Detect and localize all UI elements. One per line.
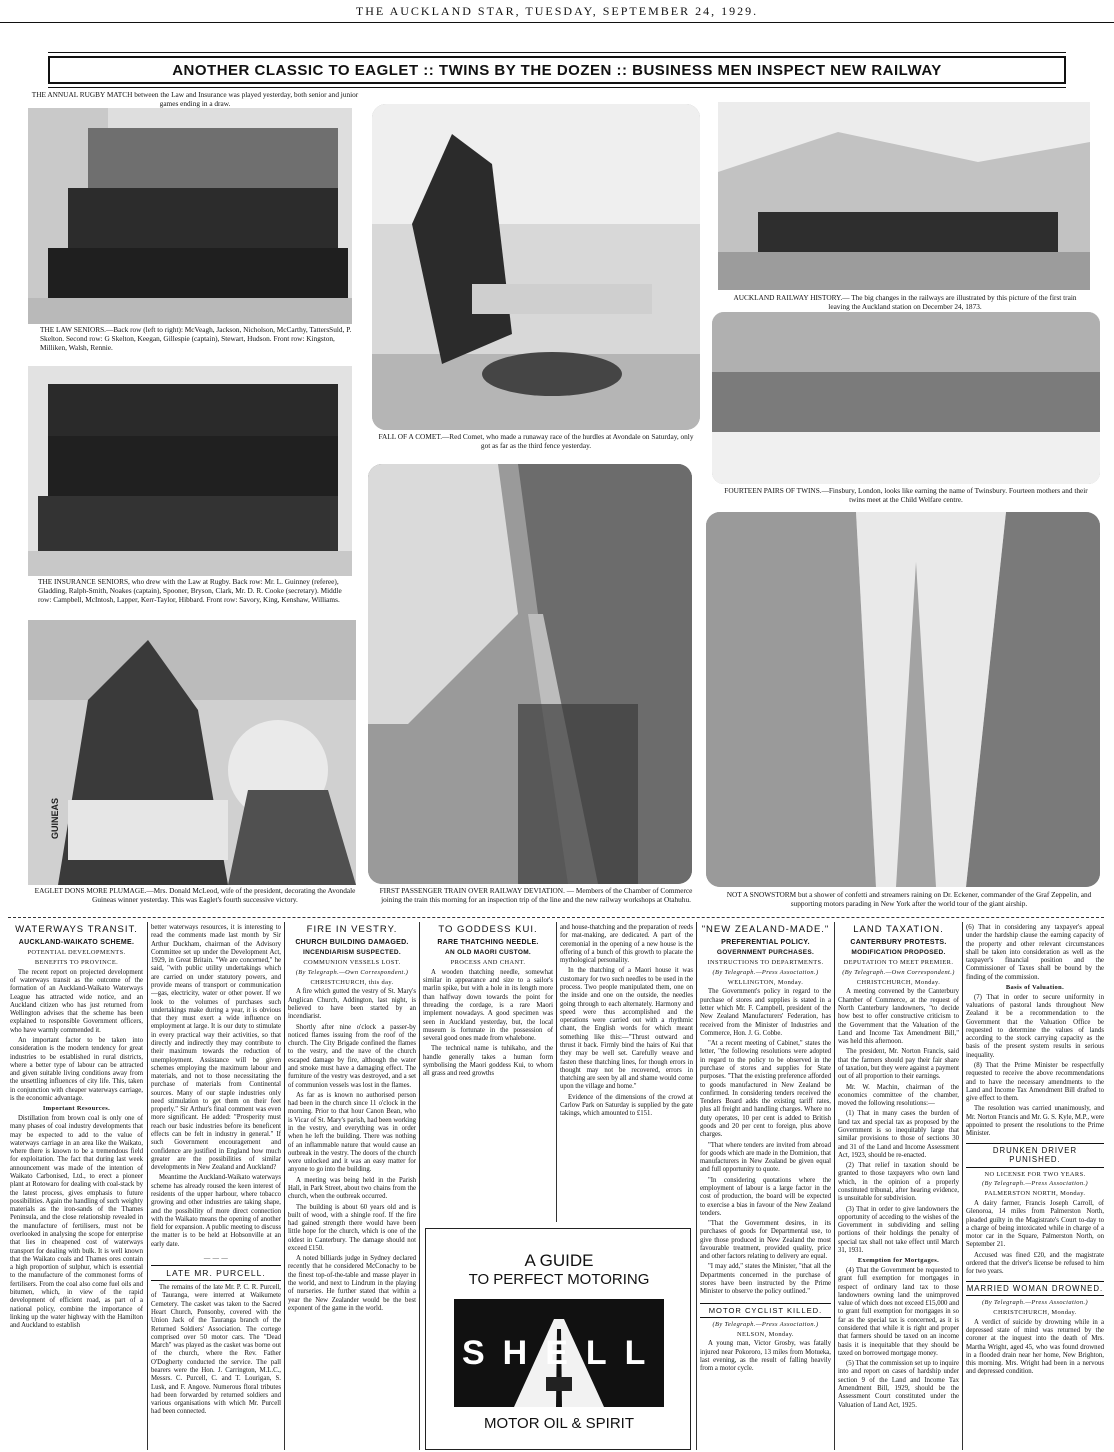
law-seniors-photo — [28, 108, 352, 324]
shell-logo-block — [454, 1299, 664, 1407]
waterways-article — [10, 924, 143, 1450]
column-rule-3 — [419, 922, 420, 1450]
vestry-para-3: As far as is known no authorised person had been in the church since 11 o'clock in the morning. Prior to that hour Canon Bean, who is Vicar of St. Mary's parish, had been working in the vestry, and everything was in order when he left the building. There was nothing of an inflammable nature that would cause an outbreak in the vestry. The doors of the church were unlocked and it was an easy matter for anyone to go into the building. — [288, 1091, 416, 1174]
purcell-title: LATE MR. PURCELL. — [151, 1265, 281, 1281]
land-para-4: (1) That in many cases the burden of land tax and special tax as proposed by the Government is so inequitably large that similar provisions to those of sections 30 and 31 of the Land and Income Assessment Act, 1923, should be re-enacted. — [838, 1110, 959, 1159]
kui-para-2: The technical name is tuhikaho, and the handle generally takes a human form symbolising the Maori goddess Kui, to whom all grass and reed growths — [423, 1045, 553, 1078]
motorcyclist-dateline: NELSON, Monday. — [737, 1330, 794, 1338]
vestry-subhead-1: CHURCH BUILDING DAMAGED. — [295, 938, 409, 946]
nzmade-para-4: "In considering quotations where the employment of labour is a large factor in the cost of production, the board will be expected to exercise a bias in favour of the New Zealand tenders. — [700, 1176, 831, 1217]
vestry-subhead-3: COMMUNION VESSELS LOST. — [303, 959, 401, 967]
land-para-7: (4) That the Government be requested to grant full exemption for mortgages in respect of ordinary land tax to those landowners owning land the unimproved value of which does not exceed £15,000 and to grant full exemption for mortgages in so far as the special tax is concerned, as it is considered that while it is right and proper that farmers should be taxed on an income basis it is inequitable that they should be taxed on borrowed mortgage money. — [838, 1267, 959, 1357]
land-cont-para-3: (8) That the Prime Minister be respectfully requested to receive the above recommendations and to have the necessary amendments to the Land and Income Tax Amendment Bill drafted to give effect to them. — [966, 1062, 1104, 1103]
masthead: THE AUCKLAND STAR, TUESDAY, SEPTEMBER 24, 1929. — [355, 4, 759, 18]
column-rule-2 — [284, 922, 285, 1450]
motorcyclist-telegraph: (By Telegraph.—Press Association.) — [712, 1320, 819, 1328]
masthead-rule — [0, 22, 1114, 23]
vestry-para-1: A fire which gutted the vestry of St. Mary's Anglican Church, Addington, last night, is believed to have been started by an incendiarist. — [288, 988, 416, 1021]
waterways-subhead-1: AUCKLAND-WAIKATO SCHEME. — [18, 938, 135, 946]
column-rule-4 — [556, 922, 557, 1222]
drunken-subhead: NO LICENSE FOR TWO YEARS. — [984, 1170, 1086, 1178]
land-para-1: A meeting convened by the Canterbury Chamber of Commerce, at the request of North Canterbury landowners, "to decide how best to offer constructive criticism to the Government that the Valuation of the Land and Income Tax Amendment Bill," was held this afternoon. — [838, 988, 959, 1046]
kui-cont-para-2: In the thatching of a Maori house it was customary for two such needles to be used in the process. Two people manipulated them, one on the inside and one on the outside, the needles going through to each alternately. Harmony and speed were thus accomplished and the operations were carried out with a rhythmic chant, the English words for which meant something like this:—"Thrust outward and thrust it back. Firmly bind the hairs of Kui that they may be well set. Carefully weave and fasten these thatching lines, for though errors in thought may not be recovered, errors in thatching are seen by all and shame would come upon the village and home." — [560, 967, 693, 1091]
twins-photo — [712, 312, 1100, 484]
nzmade-title: "NEW ZEALAND-MADE." — [701, 924, 830, 935]
nzmade-para-6: "I may add," states the Minister, "that all the Departments concerned in the purchase of stores have been instructed by the Prime Minister to observe the policy outlined." — [700, 1263, 831, 1296]
eaglet-rug-label: GUINEAS — [50, 798, 60, 840]
nzmade-subhead-1: PREFERENTIAL POLICY. — [721, 938, 810, 946]
advert-line-3: MOTOR OIL & SPIRIT — [483, 1415, 635, 1432]
vestry-para-4: A meeting was being held in the Parish Hall, in Park Street, about two chains from the church, when the outbreak occurred. — [288, 1176, 416, 1201]
land-para-5: (2) That relief in taxation should be granted to those taxpayers who own land which, in the opinion of a properly constituted tribunal, after hearing evidence, is unsuitable for subdivision. — [838, 1162, 959, 1203]
land-subhead-4: Exemption for Mortgages. — [857, 1257, 940, 1265]
advert-line-1: A GUIDE — [524, 1251, 594, 1270]
comet-photo — [372, 104, 700, 430]
first-train-photo — [368, 464, 692, 884]
kui-cont-para-1: and house-thatching and the preparation of reeds for mat-making, are dedicated. A part of the ceremonial in the opening of a new house is the offering of a bunch of this growth to placate the mythological personality. — [560, 924, 693, 965]
drowned-para-1: A verdict of suicide by drowning while in a depressed state of mind was returned by the coroner at the inquest into the death of Mrs. Martha Wright, aged 45, who was found drowned in a flooded drain near her home, New Brighton, this morning. Mrs. Wright had been in a nervous and depressed condition. — [966, 1318, 1104, 1376]
vestry-dateline: CHRISTCHURCH, this day. — [310, 978, 394, 986]
land-dateline: CHRISTCHURCH, Monday. — [856, 978, 941, 986]
motorcyclist-para-1: A young man, Victor Grosby, was fatally injured near Pokororo, 13 miles from Motueka, last evening, as the result of falling heavily from a motor cycle. — [700, 1340, 831, 1373]
column-rule-5 — [696, 922, 697, 1450]
land-para-6: (3) That in order to give landowners the opportunity of acceding to the wishes of the Government in subdividing and selling portions of their holdings the penalty of special tax shall not take effect until March 31, 1931. — [838, 1205, 959, 1254]
shell-brand: SHELL — [462, 1333, 664, 1372]
nzmade-para-3: "That where tenders are invited from abroad for goods which are made in the Dominion, that manufacturers in New Zealand be given equal and full opportunity to quote. — [700, 1141, 831, 1174]
waterways-subhead-2: POTENTIAL DEVELOPMENTS. — [27, 949, 126, 957]
kui-subhead-3: PROCESS AND CHANT. — [450, 959, 526, 967]
kui-title: TO GODDESS KUI. — [438, 924, 538, 935]
shell-advert — [425, 1228, 691, 1450]
land-subhead-1: CANTERBURY PROTESTS. — [850, 938, 947, 946]
nzmade-article — [700, 924, 831, 1450]
land-para-2: The president, Mr. Norton Francis, said that the farmers should pay their fair share of taxation, but they were against a payment out of all proportion to their earnings. — [838, 1048, 959, 1081]
land-cont-subhead: Basis of Valuation. — [1005, 983, 1065, 991]
land-cont-para-4: The resolution was carried unanimously, and Mr. Norton Francis and Mr. G. S. Kyle, M.P., were appointed to present the resolutions to the Prime Minister. — [966, 1105, 1104, 1138]
drunken-telegraph: (By Telegraph.—Press Association.) — [981, 1180, 1089, 1188]
kui-article — [423, 924, 553, 1224]
land-article — [838, 924, 959, 1450]
kui-subhead-2: AN OLD MAORI CUSTOM. — [444, 949, 532, 957]
land-subhead-2: MODIFICATION PROPOSED. — [851, 949, 946, 957]
vestry-telegraph: (By Telegraph.—Own Correspondent.) — [295, 968, 409, 976]
kui-continued — [560, 924, 693, 1224]
right-column — [966, 924, 1104, 1450]
vestry-subhead-2: INCENDIARISM SUSPECTED. — [303, 949, 401, 957]
nzmade-dateline: WELLINGTON, Monday. — [727, 978, 804, 986]
vestry-title: FIRE IN VESTRY. — [306, 924, 398, 935]
drowned-telegraph: (By Telegraph.—Press Association.) — [981, 1299, 1089, 1307]
waterways-para-3: Distillation from brown coal is only one of many phases of coal industry developments that may be expected to add to the value of waterways carriage in an area like the Waikato, where there is known to be a tremendous field for exploitation. The fact that during last week announcement was made of the intention of Waikato Carbonised, Ltd., to erect a pioneer plant at Rotowaro for dealing with coal-stack by the latest process, gives emphasis to future possibilities. Again the handling of such weighty materials as the iron-sands of the Thames Peninsula, and the close relationship revealed in the manufacture of fertilisers, must not be overlooked in analysing the scope for enterprise that lies in cheapened cost of waterways transport for dealing with bulk. It is well known that the Waikato coals and Thames ores contain a high proportion of sulphur, which is essential to the manufacture of the commonest forms of fertilisers. From the coal also come fuel oils and bitumen, which, in view of the rapid development of efficient road, as part of a national policy, combine the importance of linking up the water highway with the Hamilton and Auckland to establish — [10, 1115, 143, 1330]
drowned-title: MARRIED WOMAN DROWNED. — [966, 1281, 1104, 1297]
twins-caption: FOURTEEN PAIRS OF TWINS.—Finsbury, London, looks like earning the name of Twinsbury. Fourteen mothers and their twins meet at the Child Welfare centre. — [724, 486, 1088, 504]
waterways-subhead-3: BENEFITS TO PROVINCE. — [34, 958, 119, 966]
advert-line-2: TO PERFECT MOTORING — [468, 1271, 650, 1288]
column-rule-6 — [834, 922, 835, 1450]
vestry-article — [288, 924, 416, 1450]
kui-para-1: A wooden thatching needle, somewhat similar in appearance and size to a sailor's marlin spike, but with a hole in its length more than halfway down towards the point for threading the cordage, is a rare Maori implement nowadays. A good specimen was seen in Auckland yesterday, but, the local museum is fortunate in the possession of several good ones made from whalebone. — [423, 968, 553, 1043]
nzmade-telegraph: (By Telegraph.—Press Association.) — [712, 968, 819, 976]
motorcyclist-title: MOTOR CYCLIST KILLED. — [700, 1303, 831, 1318]
column-rule-1 — [147, 922, 148, 1450]
snowstorm-caption: NOT A SNOWSTORM but a shower of confetti and streamers raining on Dr. Eckener, commander of the Graf Zeppelin, and supporting motors parading in New York after the world tour of the giant airship. — [726, 890, 1092, 908]
waterways-para-1: The recent report on projected development of waterways transit as the outcome of the formation of an Auckland-Waikato Waterways League has attracted wide notice, and an Auckland citizen who has just returned from Wellington advises that the scheme has been explained to responsible Government officers, who have warmly commended it. — [10, 968, 143, 1034]
nzmade-para-1: The Government's policy in regard to the purchase of stores and supplies is stated in a letter which Mr. F. Campbell, president of the New Zealand Manufacturers' Federation, has received from the Minister of Industries and Commerce, Hon. J. G. Cobbe. — [700, 988, 831, 1037]
rugby-intro-caption: THE ANNUAL RUGBY MATCH between the Law and Insurance was played yesterday, both senior and junior games ending in a draw. — [31, 90, 359, 108]
waterways-continued: better waterways resources, it is interesting to read the comments made last month by Sir Arthur Duckham, chairman of the Advisory Committee set up under the Development Act, 1929, in Great Britain. "We are concerned," he said, "with public utility undertakings which are carried on under statutory powers, and provide means of transport or communication—gas, electricity, water or other power. If we look to the volumes of purchases such undertakings make during a year, it is obvious that they must exert a wide influence on employment at large. It is our duty to stimulate in every practical way their activities, so that directly and indirectly they may contribute to their maximum towards the reduction of unemployment. Assistance will be given schemes employing the maximum labour and materials, and not to those necessitating the purchase of materials from Continental sources. Many of our staple industries only need stimulation to get them on their feet properly." Sir Arthur's final comment was even more significant. He added: "Prosperity must reach our basic industries before its beneficent effects can be felt in industry in general." If such Government encouragement and confidence are justified in England how much greater are the possibilities of similar developments in New Zealand and Auckland? Meantime the Auckland-Waikato waterways scheme has already roused the keen interest of residents of the upper harbour, where tobacco growing and other industries are taking shape, and the possibility of more direct connection with the Waikato means the opening of another field for expansion. A public meeting to discuss the matter is to be held at Hobsonville at an early date. — — — LATE MR. PURCELL. The remains of the late Mr. P. C. R. Purcell, of Tauranga, were interred at Waikumete Cemetery. The casket was taken to the Sacred Heart Church, Ponsonby, covered with the Union Jack of the Tauranga branch of the Returned Soldiers' Association. The cortege comprised over 50 motor cars. The "Dead March" was played as the casket was borne out of the church, where the Rev. Father O'Dogherty conducted the service. The pall bearers were the Hon. J. Carrington, M.L.C., Messrs. C. Purcell, C. and T. Lourigan, S. Lusk, and F. Angove. Numerous floral tributes had been forwarded by returned soldiers and various organisations with which Mr. Purcell had been connected. — [151, 924, 281, 1416]
vestry-para-2: Shortly after nine o'clock a passer-by noticed flames issuing from the roof of the church. The City Brigade confined the flames to the vestry, and the nave of the church escaped damage by fire, although the water and smoke must have a damaging effect. The furniture of the vestry was destroyed, and a set of communion vessels was lost in the flames. — [288, 1023, 416, 1089]
land-title: LAND TAXATION. — [853, 924, 944, 935]
drunken-title: DRUNKEN DRIVER PUNISHED. — [966, 1143, 1104, 1168]
kui-cont-para-3: Evidence of the dimensions of the crowd at Carlow Park on Saturday is supplied by the gate takings, which amounted to £151. — [560, 1093, 693, 1118]
banner-headline: ANOTHER CLASSIC TO EAGLET :: TWINS BY THE DOZEN :: BUSINESS MEN INSPECT NEW RAILWAY — [48, 56, 1066, 84]
nzmade-para-2: "At a recent meeting of Cabinet," states the letter, "the following resolutions were adopted in regard to the policy to be observed in the purchase of stores and supplies for State purposes. "That the existing preference afforded to goods manufactured in New Zealand be confirmed. In considering tenders received the Tenders Board adds the existing tariff rates, plus all freight and handling charges. Where no duty operates, 10 per cent is added to British goods and 20 per cent to foreign, plus above charges. — [700, 1040, 831, 1139]
law-seniors-caption: THE LAW SENIORS.—Back row (left to right): McVeagh, Jackson, Nicholson, McCarthy, TattersSuld, P. Skelton. Second row: G Skelton, Keegan, Gillespie (captain), Stewart, Hudson. Front row: Kingston, Milliken, Walsh, Rennie. — [40, 325, 352, 352]
snowstorm-photo — [706, 512, 1100, 887]
insurance-seniors-photo — [28, 366, 352, 576]
drowned-dateline: CHRISTCHURCH, Monday. — [993, 1308, 1077, 1316]
nzmade-subhead-2: GOVERNMENT PURCHASES. — [716, 949, 815, 957]
insurance-seniors-caption: THE INSURANCE SENIORS, who drew with the Law at Rugby. Back row: Mr. L. Guinney (referee), Gladding, Ralph-Smith, Noakes (captain), Spooner, Bryson, Clark, Mr. D. R. Cooke (secretary). Middle row: Campbell, McIntosh, Lapper, Kerr-Taylor, Hibbard. Front row: Savory, King, Kenshaw, Williams. — [38, 577, 342, 604]
purcell-para-1: The remains of the late Mr. P. C. R. Purcell, of Tauranga, were interred at Waikumete Cemetery. The casket was taken to the Sacred Heart Church, Ponsonby, covered with the Union Jack of the Tauranga branch of the Returned Soldiers' Association. The cortege comprised over 50 motor cars. The "Dead March" was played as the casket was borne out of the church, where the Rev. Father O'Dogherty conducted the service. The pall bearers were the Hon. J. Carrington, M.L.C., Messrs. C. Purcell, C. and T. Lourigan, S. Lusk, and F. Angove. Numerous floral tributes had been forwarded by returned soldiers and various organisations with which Mr. Purcell had been connected. — [151, 1284, 281, 1416]
land-para-8: (5) That the commission set up to inquire into and report on cases of hardship under section 9 of the Land and Income Tax Amendment Bill, 1929, should be the Assessment Court constituted under the Valuation of Land Act, 1925. — [838, 1360, 959, 1409]
vestry-para-5: The building is about 60 years old and is built of wood, with a shingle roof. If the fire had gained strength there would have been little hope for the church, which is one of the oldest in Canterbury. The damage should not exceed £150. — [288, 1203, 416, 1252]
waterways-cont-para-1: better waterways resources, it is interesting to read the comments made last month by Sir Arthur Duckham, chairman of the Advisory Committee set up under the Development Act, 1929, in Great Britain. "We are concerned," he said, "with public utility undertakings which are carried on under statutory powers, and provide means of transport or communication—gas, electricity, water or other power. If we look to the volumes of purchases such undertakings make during a year, it is obvious that they must exert a wide influence on employment at large. It is our duty to stimulate in every practical way their activities, so that directly and indirectly they may contribute to their maximum towards the reduction of unemployment. Assistance will be given schemes employing the maximum labour and materials, and not to those necessitating the purchase of materials from Continental sources. Many of our staple industries only need stimulation to get them on their feet properly." Sir Arthur's final comment was even more significant. He added: "Prosperity must reach our basic industries before its beneficent effects can be felt in industry in general." If such Government encouragement and confidence are justified in England how much greater are the possibilities of similar developments in New Zealand and Auckland? — [151, 924, 281, 1172]
land-telegraph: (By Telegraph.—Own Correspondent.) — [842, 968, 955, 976]
railway-history-caption: AUCKLAND RAILWAY HISTORY.— The big changes in the railways are illustrated by this picture of the first train leaving the Auckland station on December 24, 1873. — [733, 293, 1077, 311]
column-rule-7 — [962, 922, 963, 1450]
land-para-3: Mr. W. Machin, chairman of the economics committee of the chamber, moved the following resolutions:— — [838, 1083, 959, 1108]
land-subhead-3: DEPUTATION TO MEET PREMIER. — [843, 959, 954, 967]
land-cont-para-2: (7) That in order to secure uniformity in valuations of pastoral lands throughout New Zealand it be a recommendation to the Government that the Valuation Office be requested to determine the values of lands according to the stock carrying capacity as the basis of the present system results in serious inequality. — [966, 993, 1104, 1059]
eaglet-caption: EAGLET DONS MORE PLUMAGE.—Mrs. Donald McLeod, wife of the president, decorating the Avondale Guineas winner yesterday. This was Eaglet's fourth successive victory. — [34, 886, 356, 904]
nzmade-subhead-3: INSTRUCTIONS TO DEPARTMENTS. — [707, 959, 824, 967]
waterways-title: WATERWAYS TRANSIT. — [15, 924, 138, 935]
vestry-para-6: A noted billiards judge in Sydney declared recently that he considered McConachy to be the finest top-of-the-table and masse player in the world, and next to Lindrum in the playing of nurseries. He further stated that within a year the New Zealander would be the best exponent of the game in the world. — [288, 1255, 416, 1312]
nzmade-para-5: "That the Government desires, in its purchases of goods for Departmental use, to give those produced in New Zealand the most favourable treatment, provided quality, price and other factors relating to delivery are equal. — [700, 1220, 831, 1261]
waterways-cont-para-2: Meantime the Auckland-Waikato waterways scheme has already roused the keen interest of residents of the upper harbour, where tobacco growing and other industries are taking shape, and the possibility of more direct connection with the Waikato means the opening of another field for expansion. A public meeting to discuss the matter is to be held at Hobsonville at an early date. — [151, 1174, 281, 1248]
kui-subhead-1: RARE THATCHING NEEDLE. — [437, 938, 539, 946]
waterways-subhead-4: Important Resources. — [42, 1105, 111, 1113]
eaglet-photo — [28, 620, 356, 885]
comet-caption: FALL OF A COMET.—Red Comet, who made a runaway race of the hurdles at Avondale on Saturday, only got as far as the third fence yesterday. — [378, 432, 694, 450]
railway-history-photo — [718, 102, 1090, 290]
drunken-dateline: PALMERSTON NORTH, Monday. — [984, 1190, 1086, 1198]
land-cont-para-1: (6) That in considering any taxpayer's appeal under the hardship clause the earning capacity of the property and other relevant circumstances shall be taken into consideration as well as the taxpayer's financial position and the Commissioner of Taxes shall be bound by the finding of the commission. — [966, 924, 1104, 981]
waterways-para-2: An important factor to be taken into consideration is the modern tendency for great industries to be established in rural districts, where a better type of labour can be attracted and given suitable living conditions away from the unsettling influences of city life. This, taken in conjunction with cheaper waterways carriage, is the economic advantage. — [10, 1036, 143, 1102]
first-train-caption: FIRST PASSENGER TRAIN OVER RAILWAY DEVIATION. — Members of the Chamber of Commerce joining the train this morning for an inspection trip of the line and the new railway workshops at Otahuhu. — [379, 886, 693, 904]
drunken-para-2: Accused was fined £20, and the magistrate ordered that the driver's license be refused to him for two years. — [966, 1251, 1104, 1276]
drunken-para-1: A dairy farmer, Francis Joseph Carroll, of Glenoroa, 14 miles from Palmerston North, pleaded guilty in the Magistrate's Court to-day to a charge of being intoxicated while in charge of a motor car in the Square, Palmerston North, on September 21. — [966, 1200, 1104, 1249]
section-divider — [8, 917, 1104, 918]
